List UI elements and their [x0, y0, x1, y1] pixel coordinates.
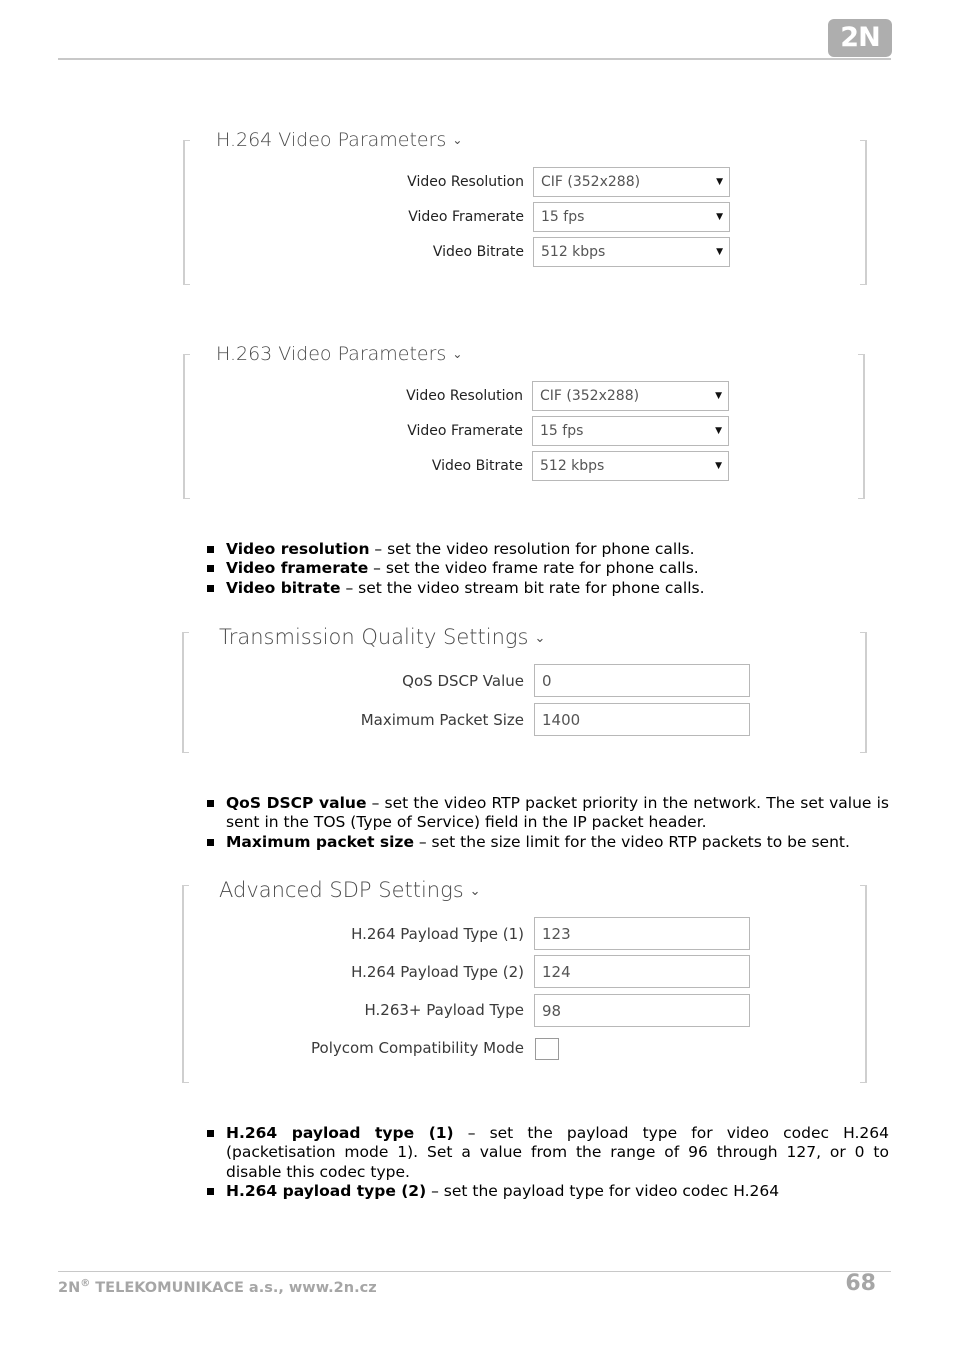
list-item: Video resolution – set the video resolution for phone calls.	[207, 540, 889, 559]
qos-dscp-label: QoS DSCP Value	[402, 672, 524, 690]
advanced-sdp-title[interactable]: Advanced SDP Settings ⌄	[219, 878, 481, 902]
video-parameters-description	[207, 540, 889, 598]
advanced-sdp-panel	[182, 885, 867, 1083]
chevron-down-icon: ⌄	[452, 133, 463, 147]
h264-payload-type-1-label: H.264 Payload Type (1)	[351, 925, 524, 943]
h263-framerate-label: Video Framerate	[407, 423, 523, 439]
footer-company: 2N® TELEKOMUNIKACE a.s., www.2n.cz	[58, 1278, 377, 1296]
max-packet-size-label: Maximum Packet Size	[360, 711, 524, 729]
h263-payload-type-label: H.263+ Payload Type	[364, 1001, 524, 1019]
dropdown-arrow-icon: ▼	[715, 426, 722, 436]
polycom-mode-checkbox[interactable]	[535, 1038, 559, 1060]
chevron-down-icon: ⌄	[534, 631, 546, 646]
h264-resolution-select[interactable]: CIF (352x288) ▼	[533, 167, 730, 197]
h263-panel-title[interactable]: H.263 Video Parameters ⌄	[216, 343, 463, 365]
list-item: H.264 payload type (2) – set the payload type for video codec H.264	[207, 1182, 889, 1201]
h263-framerate-select[interactable]: 15 fps ▼	[532, 416, 729, 446]
footer-divider	[58, 1271, 891, 1272]
list-item: QoS DSCP value – set the video RTP packet priority in the network. The set value is sent in the TOS (Type of Service) field in the IP packet header.	[207, 794, 889, 833]
dropdown-arrow-icon: ▼	[716, 247, 723, 257]
h263-resolution-label: Video Resolution	[406, 388, 523, 404]
h263-bitrate-select[interactable]: 512 kbps ▼	[532, 451, 729, 481]
h264-video-parameters-panel	[183, 140, 867, 285]
h264-bitrate-select[interactable]: 512 kbps ▼	[533, 237, 730, 267]
list-item: Maximum packet size – set the size limit for the video RTP packets to be sent.	[207, 833, 889, 852]
h264-payload-type-2-label: H.264 Payload Type (2)	[351, 963, 524, 981]
brand-logo: 2N	[828, 19, 892, 57]
chevron-down-icon: ⌄	[469, 884, 481, 899]
dropdown-arrow-icon: ▼	[715, 461, 722, 471]
h263-bitrate-label: Video Bitrate	[431, 458, 523, 474]
max-packet-size-input[interactable]: 1400	[534, 703, 750, 736]
h263-payload-type-input[interactable]: 98	[534, 994, 750, 1027]
h264-panel-title[interactable]: H.264 Video Parameters ⌄	[216, 129, 463, 151]
polycom-mode-label: Polycom Compatibility Mode	[311, 1039, 524, 1057]
h264-framerate-label: Video Framerate	[408, 209, 524, 225]
h264-payload-type-2-input[interactable]: 124	[534, 955, 750, 988]
page-number: 68	[845, 1271, 876, 1296]
dropdown-arrow-icon: ▼	[715, 391, 722, 401]
h263-video-parameters-panel	[183, 354, 865, 499]
transmission-quality-title[interactable]: Transmission Quality Settings ⌄	[219, 625, 546, 649]
h264-resolution-label: Video Resolution	[407, 174, 524, 190]
chevron-down-icon: ⌄	[452, 347, 463, 361]
h263-resolution-select[interactable]: CIF (352x288) ▼	[532, 381, 729, 411]
dropdown-arrow-icon: ▼	[716, 177, 723, 187]
h264-bitrate-label: Video Bitrate	[432, 244, 524, 260]
qos-dscp-input[interactable]: 0	[534, 664, 750, 697]
transmission-quality-description	[207, 794, 889, 852]
advanced-sdp-description	[207, 1124, 889, 1201]
list-item: Video bitrate – set the video stream bit rate for phone calls.	[207, 579, 889, 598]
transmission-quality-panel	[182, 632, 867, 753]
header-divider	[58, 58, 891, 60]
h264-framerate-select[interactable]: 15 fps ▼	[533, 202, 730, 232]
list-item: H.264 payload type (1) – set the payload type for video codec H.264 (packetisation mode 1). Set a value from the range of 96 through 127, or 0 to disable this codec type.	[207, 1124, 889, 1182]
dropdown-arrow-icon: ▼	[716, 212, 723, 222]
h264-payload-type-1-input[interactable]: 123	[534, 917, 750, 950]
list-item: Video framerate – set the video frame rate for phone calls.	[207, 559, 889, 578]
